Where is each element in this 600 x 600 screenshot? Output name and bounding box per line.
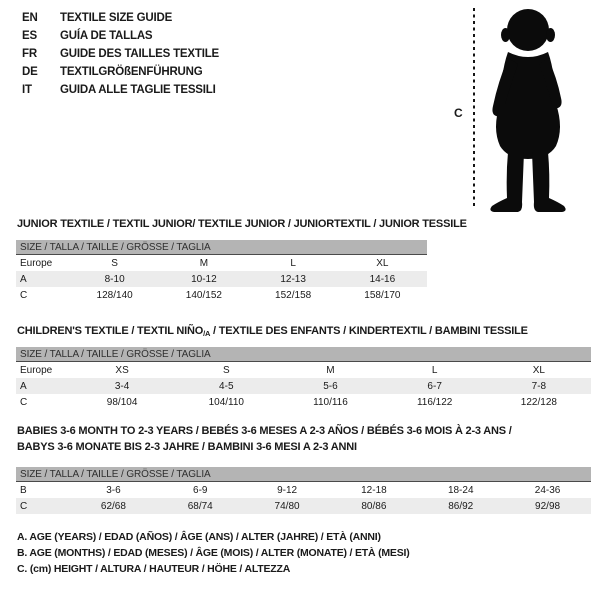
language-row-it (22, 81, 219, 99)
table-cell: 74/80 (274, 500, 300, 512)
table-cell: 68/74 (187, 500, 213, 512)
language-code: FR (22, 48, 37, 60)
junior-size-table (16, 240, 427, 303)
table-cell: 8-10 (104, 273, 125, 285)
table-cell: 140/152 (185, 289, 222, 301)
children-heading-post: / TEXTILE DES ENFANTS / KINDERTEXTIL / BAMBINI TESSILE (210, 325, 528, 337)
table-cell: 24-36 (534, 484, 561, 496)
table-cell: M (199, 257, 209, 269)
baby-silhouette-icon (478, 4, 578, 214)
table-cell: 158/170 (364, 289, 401, 301)
row-label: Europe (20, 364, 53, 376)
table-cell: L (290, 257, 296, 269)
table-cell: 10-12 (191, 273, 217, 285)
table-cell: XL (376, 257, 389, 269)
table-row (16, 482, 591, 499)
note-b: B. AGE (MONTHS) / EDAD (MESES) / ÂGE (MOIS) / ALTER (MONATE) / ETÀ (MESI) (17, 547, 410, 559)
row-label: A (20, 380, 27, 392)
table-cell: 98/104 (106, 396, 138, 408)
language-title: GUIDE DES TAILLES TEXTILE (60, 48, 219, 60)
babies-size-table (16, 467, 591, 514)
table-cell: L (431, 364, 438, 376)
language-code: EN (22, 12, 38, 24)
children-size-table (16, 347, 591, 410)
table-cell: 3-6 (106, 484, 121, 496)
language-code: DE (22, 66, 38, 78)
table-row (16, 362, 591, 379)
children-heading-pre: CHILDREN'S TEXTILE / TEXTIL NIÑO (17, 325, 204, 337)
table-cell: 6-7 (427, 380, 442, 392)
table-cell: 7-8 (531, 380, 547, 392)
language-title: TEXTILGRÖßENFÜHRUNG (60, 66, 203, 78)
row-label: Europe (20, 257, 53, 269)
height-marker-label: C (454, 106, 463, 120)
table-row (16, 255, 427, 272)
language-title: GUIDA ALLE TAGLIE TESSILI (60, 84, 216, 96)
language-code: IT (22, 84, 32, 96)
language-list (22, 9, 219, 99)
size-header-bar: SIZE / TALLA / TAILLE / GRÖSSE / TAGLIA (16, 347, 591, 362)
table-cell: 86/92 (448, 500, 474, 512)
table-cell: 110/116 (313, 396, 348, 408)
size-header-bar: SIZE / TALLA / TAILLE / GRÖSSE / TAGLIA (16, 467, 591, 482)
language-code: ES (22, 30, 37, 42)
table-cell: 116/122 (416, 396, 453, 408)
language-title: GUÍA DE TALLAS (60, 30, 153, 42)
note-c: C. (cm) HEIGHT / ALTURA / HAUTEUR / HÖHE / ALTEZZA (17, 563, 291, 575)
size-header-bar: SIZE / TALLA / TAILLE / GRÖSSE / TAGLIA (16, 240, 427, 255)
table-cell: M (326, 364, 335, 376)
children-section-heading (17, 323, 528, 342)
table-row (16, 378, 591, 394)
table-cell: S (222, 364, 230, 376)
footnotes (17, 529, 410, 577)
table-cell: 5-6 (323, 380, 338, 392)
table-row (16, 498, 591, 514)
row-label: A (20, 273, 27, 285)
babies-heading-line2: BABYS 3-6 MONATE BIS 2-3 JAHRE / BAMBINI 3-6 MESI A 2-3 ANNI (17, 441, 357, 453)
table-cell: XL (532, 364, 545, 376)
table-cell: 14-16 (369, 273, 396, 285)
junior-section-heading: JUNIOR TEXTILE / TEXTIL JUNIOR/ TEXTILE JUNIOR / JUNIORTEXTIL / JUNIOR TESSILE (17, 218, 467, 230)
language-row-de (22, 63, 219, 81)
language-title: TEXTILE SIZE GUIDE (60, 12, 173, 24)
babies-heading-line1: BABIES 3-6 MONTH TO 2-3 YEARS / BEBÉS 3-6 MESES A 2-3 AÑOS / BÉBÉS 3-6 MOIS À 2-3 ANS / (17, 425, 512, 437)
language-row-fr (22, 45, 219, 63)
note-a: A. AGE (YEARS) / EDAD (AÑOS) / ÂGE (ANS) / ALTER (JAHRE) / ETÀ (ANNI) (17, 531, 381, 543)
table-cell: XS (115, 364, 129, 376)
row-label: C (20, 396, 28, 408)
table-cell: 12-18 (361, 484, 387, 496)
height-dashed-line (473, 8, 475, 206)
table-cell: 9-12 (277, 484, 298, 496)
table-cell: 3-4 (114, 380, 130, 392)
table-cell: 128/140 (96, 289, 133, 301)
table-cell: 104/110 (208, 396, 244, 408)
table-cell: 6-9 (193, 484, 208, 496)
table-cell: 80/86 (361, 500, 387, 512)
row-label: C (20, 289, 28, 301)
row-label: B (20, 484, 27, 496)
babies-section-heading (17, 423, 512, 455)
table-cell: 4-5 (219, 380, 234, 392)
row-label: C (20, 500, 28, 512)
language-row-en (22, 9, 219, 27)
children-heading-sub: /A (203, 329, 211, 338)
table-row (16, 287, 427, 303)
table-row (16, 394, 591, 410)
table-cell: 152/158 (275, 289, 312, 301)
table-cell: 12-13 (280, 273, 306, 285)
table-row (16, 271, 427, 287)
table-cell: 18-24 (447, 484, 474, 496)
table-cell: 62/68 (100, 500, 126, 512)
language-row-es (22, 27, 219, 45)
table-cell: 92/98 (535, 500, 561, 512)
table-cell: 122/128 (520, 396, 557, 408)
table-cell: S (111, 257, 118, 269)
